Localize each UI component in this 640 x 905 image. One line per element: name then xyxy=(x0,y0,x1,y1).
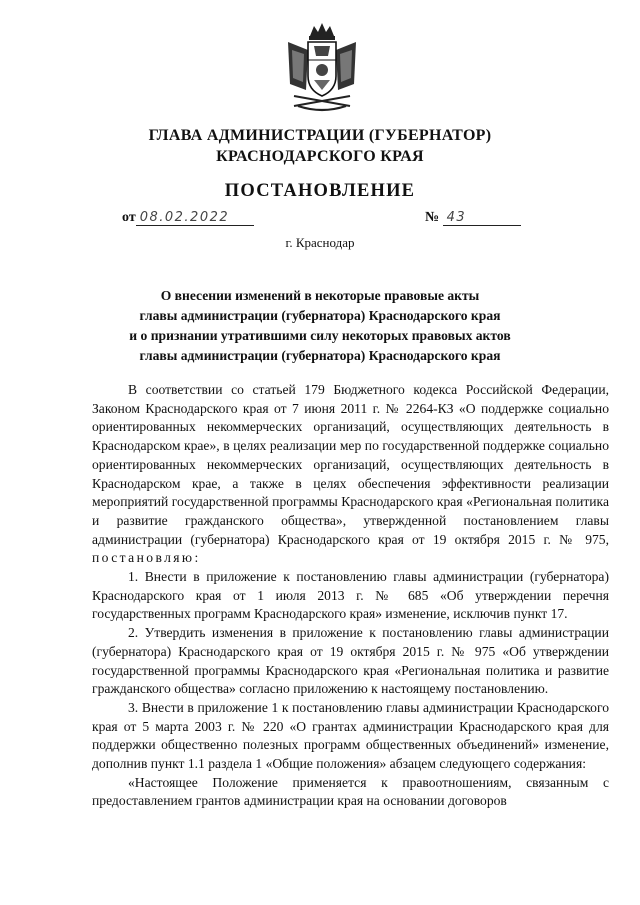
title-line: главы администрации (губернатора) Краснодарского края xyxy=(139,348,501,363)
authority-name-line1: ГЛАВА АДМИНИСТРАЦИИ (ГУБЕРНАТОР) xyxy=(148,127,492,144)
title-line: главы администрации (губернатора) Краснодарского края xyxy=(139,308,501,323)
document-date xyxy=(122,210,254,226)
decree-word: постановляю: xyxy=(92,550,201,566)
clause-2: 2. Утвердить изменения в приложение к постановлению главы администрации (губернатора) Краснодарского края от 19 октября 2015 г. № 975 «Об утверждении государственной программы Краснодарского края «Региональная политика и развитие гражданского общества» согласно приложению к настоящему постановлению. xyxy=(92,625,609,697)
clause-3: 3. Внести в приложение 1 к постановлению главы администрации Краснодарского края от 5 марта 2003 г. № 220 «О грантах администрации Краснодарского края для поддержки общественно полезных программ общественных объединений» изменение, дополнив пункт 1.1 раздела 1 «Общие положения» абзацем следующего содержания: xyxy=(92,699,609,772)
preamble-paragraph xyxy=(92,381,609,568)
date-value: 08.02.2022 xyxy=(136,210,254,226)
document-number xyxy=(425,210,521,226)
number-value: 43 xyxy=(443,210,521,226)
number-label: № xyxy=(425,210,440,225)
title-line: О внесении изменений в некоторые правовые акты xyxy=(160,288,480,303)
preamble-text: В соответствии со статьей 179 Бюджетного кодекса Российской Федерации, Законом Краснодарского края от 7 июня 2011 г. № 2264-КЗ «О поддержке социально ориентированных некоммерческих организаций, осуществляющих деятельность в Краснодарском крае», в целях реализации мер по государственной поддержке социально ориентированных некоммерческих организаций, осуществляющих деятельность в Краснодарском крае, а также в целях обеспечения эффективности реализации мероприятий государственной программы Краснодарского края «Региональная политика и развитие гражданского общества», утвержденной постановлением главы администрации (губернатора) Краснодарского края от 19 октября 2015 г. № 975, xyxy=(92,382,609,547)
quoted-paragraph: «Настоящее Положение применяется к правоотношениям, связанным с предоставлением грантов администрации края на основании договоров xyxy=(92,774,609,809)
document-type: ПОСТАНОВЛЕНИЕ xyxy=(224,181,416,201)
city-name: г. Краснодар xyxy=(285,235,355,250)
clause-1: 1. Внести в приложение к постановлению главы администрации (губернатора) Краснодарского края от 1 июля 2013 г. № 685 «Об утверждении перечня государственных программ Краснодарского края» изменение, исключив пункт 17. xyxy=(92,569,609,622)
title-line: и о признании утратившими силу некоторых правовых актов xyxy=(129,328,511,343)
authority-name-line2: КРАСНОДАРСКОГО КРАЯ xyxy=(216,148,424,165)
coat-of-arms-emblem xyxy=(284,20,360,112)
document-title xyxy=(90,286,550,366)
date-label: от xyxy=(122,210,136,225)
document-body xyxy=(92,381,609,811)
